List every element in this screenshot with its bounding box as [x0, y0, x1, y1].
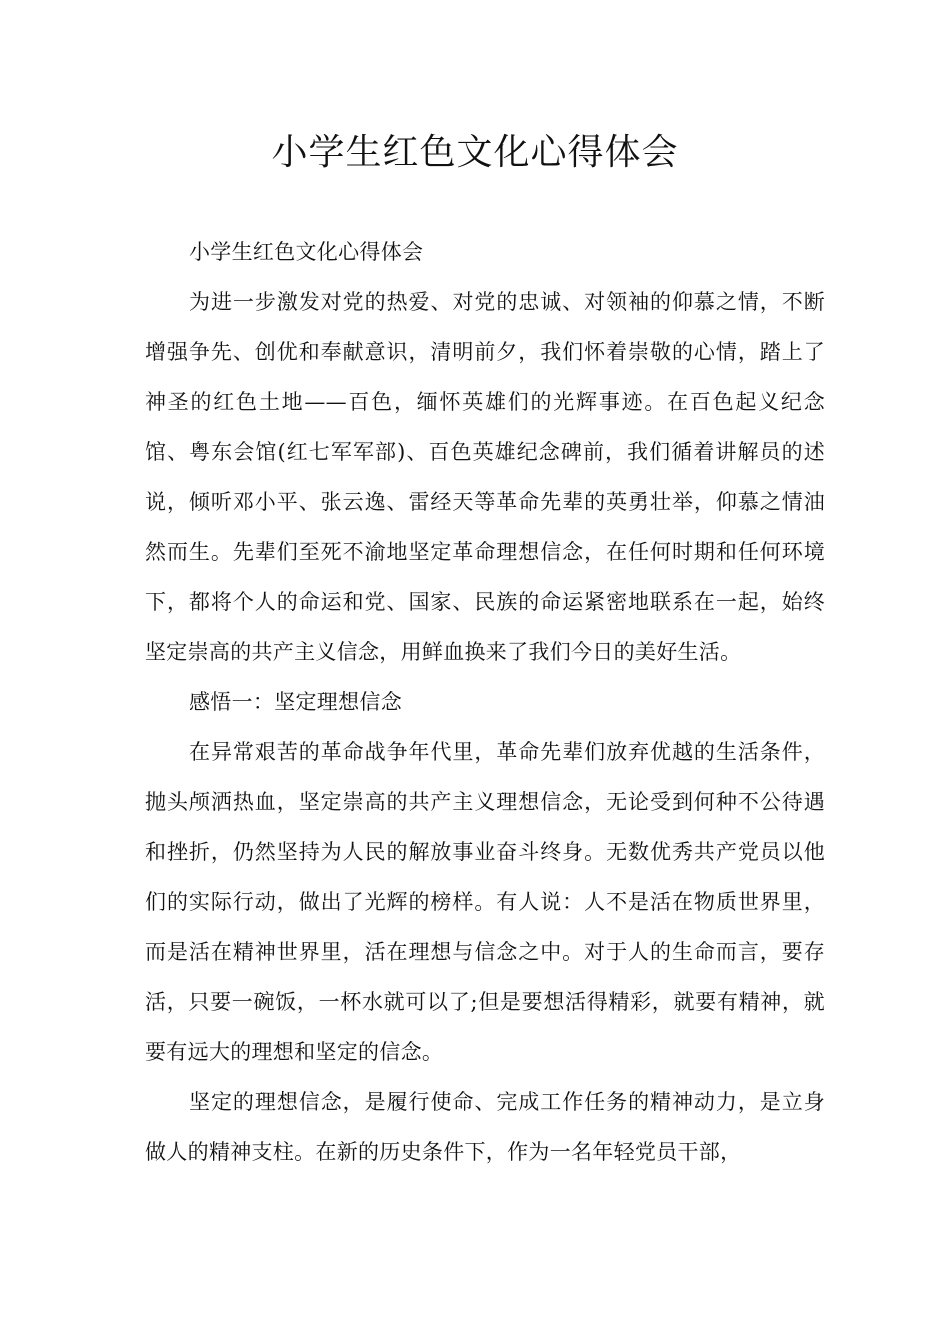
paragraph-heading-insight-one: 感悟一：坚定理想信念 — [189, 690, 402, 714]
document-body — [145, 227, 825, 1177]
paragraph-ideals: 坚定的理想信念，是履行使命、完成工作任务的精神动力，是立身做人的精神支柱。在新的历史条件下，作为一名年轻党员干部， — [145, 1090, 825, 1164]
paragraph-insight-one: 在异常艰苦的革命战争年代里，革命先辈们放弃优越的生活条件，抛头颅洒热血，坚定崇高的共产主义理想信念，无论受到何种不公待遇和挫折，仍然坚持为人民的解放事业奋斗终身。无数优秀共产党员以他们的实际行动，做出了光辉的榜样。有人说：人不是活在物质世界里，而是活在精神世界里，活在理想与信念之中。对于人的生命而言，要存活，只要一碗饭，一杯水就可以了;但是要想活得精彩，就要有精神，就要有远大的理想和坚定的信念。 — [145, 740, 825, 1064]
paragraph-subtitle: 小学生红色文化心得体会 — [189, 240, 424, 264]
paragraph-intro: 为进一步激发对党的热爱、对党的忠诚、对领袖的仰慕之情，不断增强争先、创优和奉献意识，清明前夕，我们怀着崇敬的心情，踏上了神圣的红色土地——百色，缅怀英雄们的光辉事迹。在百色起义纪念馆、粤东会馆(红七军军部)、百色英雄纪念碑前，我们循着讲解员的述说，倾听邓小平、张云逸、雷经天等革命先辈的英勇壮举，仰慕之情油然而生。先辈们至死不渝地坚定革命理想信念，在任何时期和任何环境下，都将个人的命运和党、国家、民族的命运紧密地联系在一起，始终坚定崇高的共产主义信念，用鲜血换来了我们今日的美好生活。 — [145, 290, 825, 664]
document-title: 小学生红色文化心得体会 — [271, 132, 679, 173]
